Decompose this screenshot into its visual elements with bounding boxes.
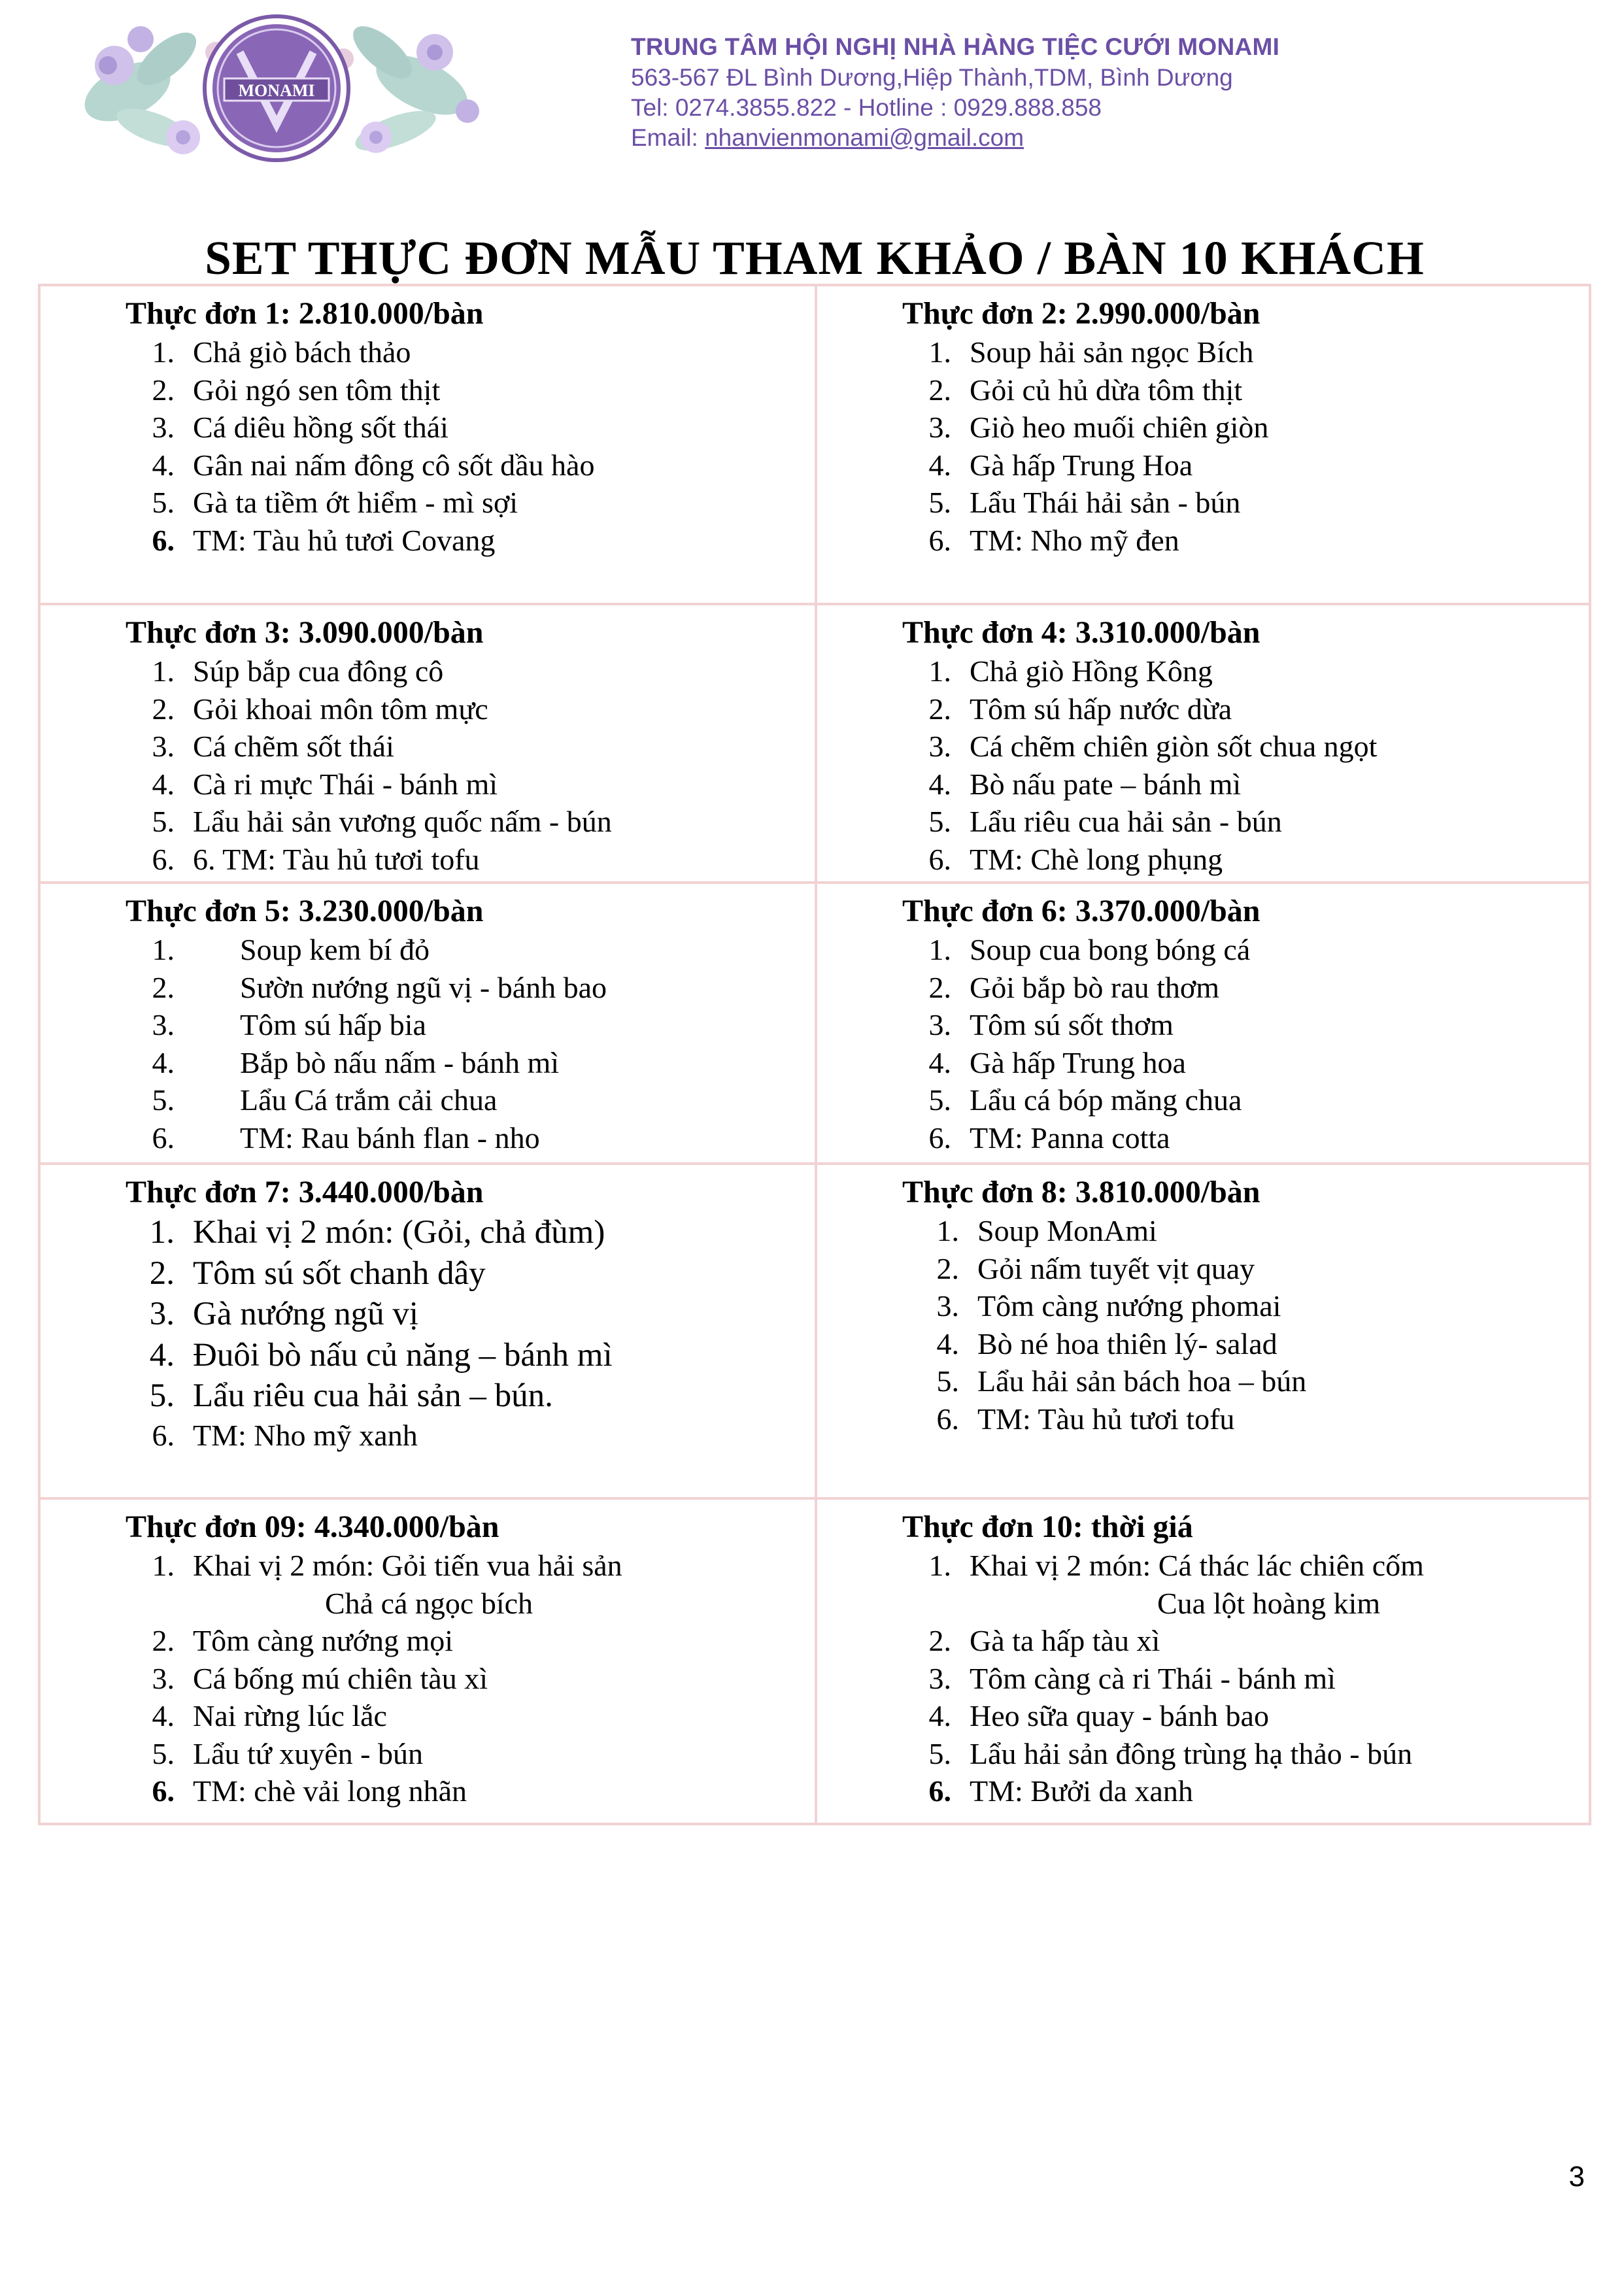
list-item: 3. Cá chẽm chiên giòn sốt chua ngọt: [928, 730, 1378, 763]
menu-card-9: [41, 1500, 815, 1810]
venue-name: TRUNG TÂM HỘI NGHỊ NHÀ HÀNG TIỆC CƯỚI MONAMI: [631, 33, 1280, 60]
list-item: 1. Soup cua bong bóng cá: [928, 933, 1251, 966]
list-item: 4. Bò nấu pate – bánh mì: [928, 767, 1242, 801]
list-item: 1. Súp bắp cua đông cô: [152, 654, 444, 688]
list-item: 5. Lẩu hải sản bách hoa – bún: [936, 1364, 1307, 1398]
list-item: 4. Đuôi bò nấu củ năng – bánh mì: [149, 1336, 613, 1374]
list-item: 3. Gà nướng ngũ vị: [149, 1296, 418, 1332]
menu-items: [126, 652, 815, 878]
menu-items: [902, 1212, 1591, 1438]
email-link[interactable]: nhanvienmonami@gmail.com: [705, 124, 1024, 151]
list-item: 1. Khai vị 2 món: Cá thác lác chiên cốm Cua lột hoàng kim: [928, 1549, 1424, 1620]
menu-items: [126, 333, 815, 559]
list-item: 4. Cà ri mực Thái - bánh mì: [152, 767, 498, 801]
menu-items: [902, 1547, 1591, 1810]
list-item: 6. TM: Tàu hủ tươi Covang: [152, 523, 496, 557]
list-item: 3. Tôm càng nướng phomai: [936, 1289, 1281, 1323]
menu-items: [126, 931, 815, 1156]
venue-phone: Tel: 0274.3855.822 - Hotline : 0929.888.858: [631, 94, 1102, 121]
list-item: 3. Cá chẽm sốt thái: [152, 730, 394, 763]
menu-card-5: [41, 884, 815, 1156]
list-item: 5. Lẩu Thái hải sản - bún: [928, 486, 1241, 519]
menu-heading: Thực đơn 7: 3.440.000/bàn: [126, 1175, 484, 1209]
list-item: 4. Gân nai nấm đông cô sốt dầu hào: [152, 448, 595, 482]
list-item: 3. Tôm sú sốt thơm: [928, 1008, 1174, 1041]
list-item: 2. Sườn nướng ngũ vị - bánh bao: [152, 970, 607, 1004]
menu-items: [902, 333, 1591, 559]
email-label: Email:: [631, 124, 705, 151]
menu-card-8: [817, 1165, 1591, 1438]
list-item: 1. Soup hải sản ngọc Bích: [928, 335, 1254, 369]
menu-heading: Thực đơn 3: 3.090.000/bàn: [126, 615, 484, 650]
menu-card-7: [41, 1165, 815, 1454]
list-item: 4. Heo sữa quay - bánh bao: [928, 1699, 1269, 1732]
list-item: 1. Khai vị 2 món: Gỏi tiến vua hải sản Chả cá ngọc bích: [152, 1549, 622, 1620]
menu-items: [902, 652, 1591, 878]
list-item: 2. Tôm sú sốt chanh dây: [149, 1255, 486, 1292]
list-item: 5. Lẩu riêu cua hải sản - bún: [928, 805, 1282, 838]
list-item: 5. Lẩu cá bóp măng chua: [928, 1083, 1242, 1117]
menu-items: [902, 931, 1591, 1156]
list-item: 4. Gà hấp Trung Hoa: [928, 448, 1193, 482]
menu-table: [38, 284, 1591, 1825]
list-item: 3. Tôm sú hấp bia: [152, 1008, 426, 1041]
list-item: 2. Tôm càng nướng mọi: [152, 1624, 454, 1657]
list-item: 6. TM: Nho mỹ xanh: [152, 1418, 418, 1452]
list-item: 6. TM: Tàu hủ tươi tofu: [936, 1402, 1235, 1436]
list-item: 2. Gỏi ngó sen tôm thịt: [152, 373, 441, 407]
list-item: 6. TM: chè vải long nhãn: [152, 1774, 467, 1808]
venue-email-line: [631, 123, 1546, 153]
list-item: 1. Khai vị 2 món: (Gỏi, chả đùm): [149, 1214, 605, 1251]
list-item: 2. Tôm sú hấp nước dừa: [928, 692, 1232, 726]
list-item: 4. Nai rừng lúc lắc: [152, 1699, 387, 1732]
page-number: 3: [1568, 2161, 1585, 2193]
list-item: 2. Gỏi bắp bò rau thơm: [928, 970, 1220, 1004]
list-item: 5. Gà ta tiềm ớt hiểm - mì sợi: [152, 486, 518, 519]
list-item: 1. Chả giò bách thảo: [152, 335, 411, 369]
list-item: 5. Lẩu hải sản đông trùng hạ thảo - bún: [928, 1736, 1413, 1770]
menu-heading: Thực đơn 10: thời giá: [902, 1510, 1193, 1544]
list-item: 6. TM: Bưởi da xanh: [928, 1774, 1193, 1808]
list-item: 2. Gỏi nấm tuyết vịt quay: [936, 1251, 1255, 1285]
venue-header: [631, 31, 1546, 153]
list-item: 2. Gà ta hấp tàu xì: [928, 1624, 1160, 1657]
menu-heading: Thực đơn 09: 4.340.000/bàn: [126, 1510, 499, 1544]
list-item: 4. Bắp bò nấu nấm - bánh mì: [152, 1045, 560, 1079]
list-item: 3. Tôm càng cà ri Thái - bánh mì: [928, 1661, 1336, 1695]
menu-heading: Thực đơn 6: 3.370.000/bàn: [902, 894, 1260, 928]
menu-heading: Thực đơn 4: 3.310.000/bàn: [902, 615, 1260, 650]
list-item: 6. TM: Rau bánh flan - nho: [152, 1121, 540, 1155]
menu-items: [126, 1547, 815, 1810]
list-item: 5. Lẩu Cá trắm cải chua: [152, 1083, 498, 1117]
list-item: 5. Lẩu hải sản vương quốc nấm - bún: [152, 805, 612, 838]
menu-heading: Thực đơn 1: 2.810.000/bàn: [126, 296, 484, 331]
list-item: 2. Gỏi khoai môn tôm mực: [152, 692, 488, 726]
list-item: 5. Lẩu riêu cua hải sản – bún.: [149, 1377, 553, 1414]
document-title: SET THỰC ĐƠN MẪU THAM KHẢO / BÀN 10 KHÁCH: [205, 231, 1425, 284]
menu-card-2: [817, 286, 1591, 559]
menu-heading: Thực đơn 5: 3.230.000/bàn: [126, 894, 484, 928]
menu-heading: Thực đơn 8: 3.810.000/bàn: [902, 1175, 1260, 1209]
menu-card-1: [41, 286, 815, 559]
list-item: 6. 6. TM: Tàu hủ tươi tofu: [152, 842, 480, 876]
menu-items: [126, 1212, 815, 1454]
venue-address: 563-567 ĐL Bình Dương,Hiệp Thành,TDM, Bình Dương: [631, 64, 1233, 91]
list-item: 2. Gỏi củ hủ dừa tôm thịt: [928, 373, 1243, 407]
list-item: 3. Cá diêu hồng sốt thái: [152, 411, 448, 444]
list-item: 5. Lẩu tứ xuyên - bún: [152, 1736, 423, 1770]
list-item: 6. TM: Panna cotta: [928, 1121, 1170, 1155]
list-item: 1. Chả giò Hồng Kông: [928, 654, 1213, 688]
list-item: 1. Soup kem bí đỏ: [152, 933, 430, 966]
list-item: 3. Cá bống mú chiên tàu xì: [152, 1661, 488, 1695]
list-item: 3. Giò heo muối chiên giòn: [928, 411, 1269, 444]
list-item: 1. Soup MonAmi: [936, 1214, 1157, 1247]
list-item: 4. Gà hấp Trung hoa: [928, 1045, 1186, 1079]
menu-card-4: [817, 605, 1591, 878]
svg-text:MONAMI: MONAMI: [238, 81, 315, 100]
list-item: 6. TM: Chè long phụng: [928, 842, 1223, 876]
menu-card-6: [817, 884, 1591, 1156]
list-item: 6. TM: Nho mỹ đen: [928, 523, 1179, 557]
monami-logo: [69, 13, 500, 163]
list-item: 4. Bò né hoa thiên lý- salad: [936, 1326, 1277, 1360]
menu-heading: Thực đơn 2: 2.990.000/bàn: [902, 296, 1260, 331]
menu-card-10: [817, 1500, 1591, 1810]
menu-card-3: [41, 605, 815, 878]
